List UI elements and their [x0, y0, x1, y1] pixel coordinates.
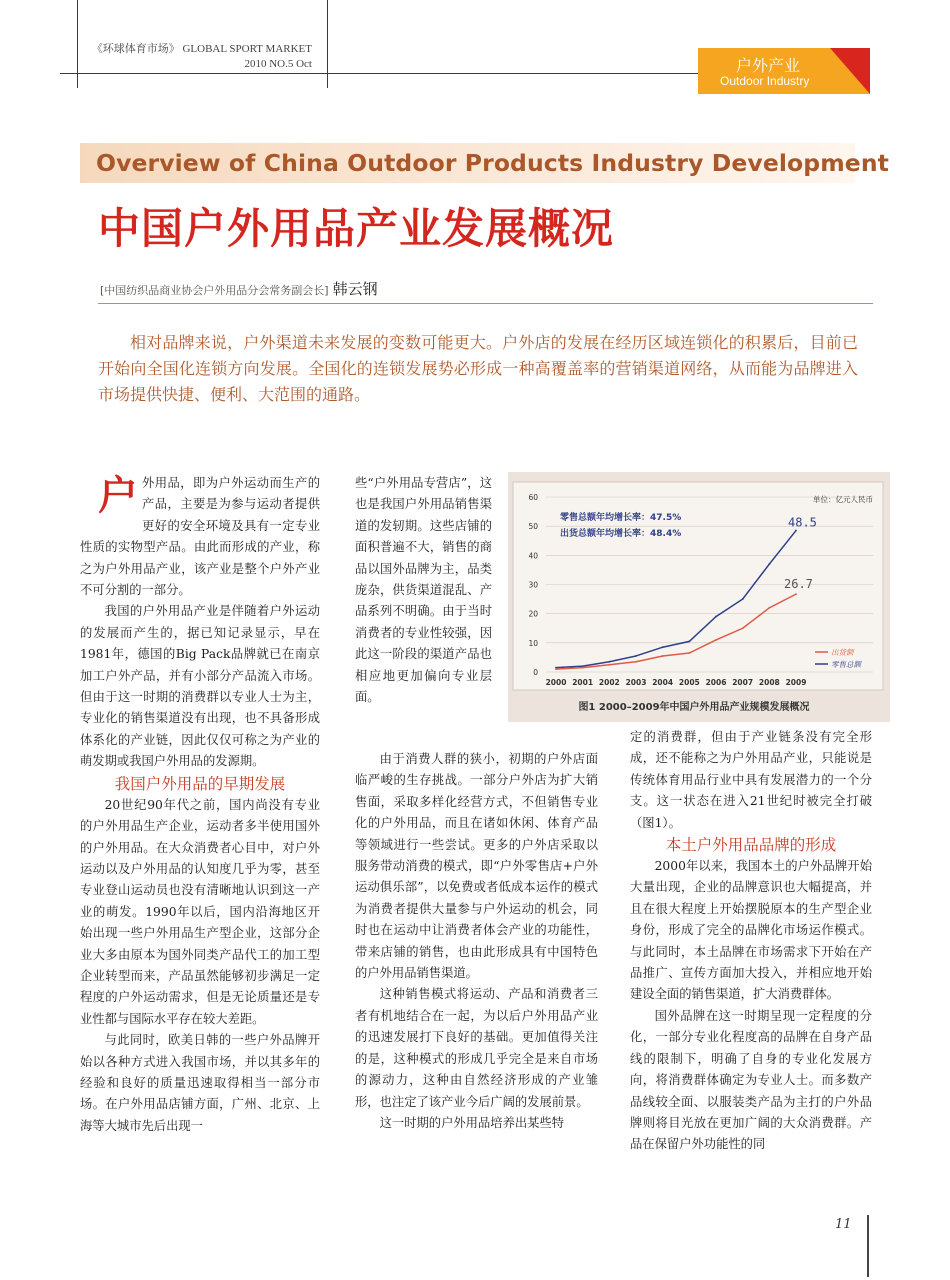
x-tick-label: 2000	[545, 678, 567, 687]
column-3	[630, 727, 872, 1156]
paragraph: 与此同时，欧美日韩的一些户外品牌开始以各种方式进入我国市场，并以其多年的经验和良好的质量迅速取得相当一部分市场。在户外用品店铺方面，广州、北京、上海等大城市先后出现一	[80, 1033, 320, 1133]
y-tick-label: 60	[528, 493, 538, 502]
data-point	[742, 627, 744, 629]
legend-label: 零售总额	[831, 660, 861, 669]
paragraph: 2000年以来，我国本土的户外品牌开始大量出现，企业的品牌意识也大幅提高，并且在很大程度上开始摆脱原本的生产型企业身份，形成了完全的品牌化市场运作模式。与此同时，本土品牌在市场需求下开始在产品推广、宣传方面加大投入，并相应地开始建设全面的销售渠道，扩大消费群体。	[630, 859, 872, 1002]
x-tick-label: 2007	[732, 678, 754, 687]
y-tick-label: 30	[528, 580, 538, 590]
data-point	[635, 655, 637, 657]
data-point	[662, 646, 664, 648]
paragraph: 20世纪90年代之前，国内尚没有专业的户外用品生产企业，运动者多半使用国外的户外用品。在大众消费者心目中，对户外运动以及户外用品的认知度几乎为零，甚至专业登山运动员也没有清晰地认识到这一产业的萌发。1990年以后，国内沿海地区开始出现一些户外用品生产型企业，这部分企业大多由原本为国外同类产品代工的加工型企业转型而来，产品虽然能够初步满足一定程度的户外运动需求，但是无论质量还是专业性都与国际水平存在较大差距。	[80, 797, 320, 1026]
x-tick-label: 2008	[758, 678, 780, 687]
x-tick-label: 2004	[652, 678, 674, 687]
author-affiliation: [中国纺织品商业协会户外用品分会常务副会长]	[100, 284, 329, 297]
y-tick-label: 10	[528, 638, 538, 648]
page-bar	[867, 1215, 869, 1277]
paragraph: 由于消费人群的狭小，初期的户外店面临严峻的生存挑战。一部分户外店为扩大销售面，采取多样化经营方式，不但销售专业化的户外用品，而且在诸如休闲、体育产品等领域进行一些尝试。更多的户外店采取以服务带动消费的模式，即“户外零售店+户外运动俱乐部”，以免费或者低成本运作的模式为消费者提供大量参与户外运动的机会，同时也在运动中让消费者体会产业的功能性，带来店铺的销售，也由此形成具有中国特色的户外用品销售渠道。	[355, 752, 598, 981]
paragraph: 这一时期的户外用品培养出某些特	[379, 1115, 565, 1130]
data-point	[795, 530, 797, 532]
section-title-en: Outdoor Industry	[720, 74, 810, 88]
y-tick-label: 50	[528, 522, 538, 532]
chart-unit: 单位：亿元人民币	[813, 495, 873, 504]
data-point	[662, 655, 664, 657]
paragraph: 这种销售模式将运动、产品和消费者三者有机地结合在一起，为以后户外用品产业的迅速发展打下良好的基础。更加值得关注的是，这种模式的形成几乎完全是来自市场的源动力，这种由自然经济形成的产业雏形，也注定了该产业今后广阔的发展前景。	[355, 987, 598, 1109]
page-number: 11	[835, 1217, 852, 1232]
data-label-retail: 48.5	[788, 515, 817, 530]
section-heading: 本土户外用品品牌的形成	[665, 836, 837, 855]
drop-cap: 户	[98, 473, 138, 519]
data-point	[555, 668, 557, 670]
y-tick-label: 40	[528, 551, 538, 561]
article-title-cn: 中国户外用品产业发展概况	[98, 204, 615, 253]
header-rule-right	[327, 0, 328, 88]
x-tick-label: 2002	[598, 678, 620, 687]
column-2-top	[355, 473, 492, 708]
line-chart	[508, 472, 890, 722]
section-tab-corner	[830, 48, 870, 94]
legend-label: 出货额	[831, 648, 854, 657]
x-tick-label: 2009	[785, 678, 807, 687]
article-title-en: Overview of China Outdoor Products Industry Development	[96, 149, 889, 177]
data-label-shipment: 26.7	[784, 577, 813, 592]
title-rule	[98, 303, 873, 304]
y-tick-label: 20	[528, 609, 538, 619]
paragraph: 我国的户外用品产业是伴随着户外运动的发展而产生的，据已知记录显示，早在1981年，德国的Big Pack品牌就已在南京加工户外产品，并有小部分产品流入市场。但由于这一时期的消费群以专业人士为主，专业化的销售渠道没有出现，也不具备形成体系化的产业链，因此仅仅可称之为产业的萌发期或我国户外用品的发源期。	[80, 604, 320, 769]
byline	[100, 278, 378, 299]
data-point	[608, 664, 610, 666]
data-point	[608, 661, 610, 663]
journal-name: 《环球体育市场》 GLOBAL SPORT MARKET	[91, 43, 312, 55]
figure-1	[508, 472, 890, 722]
x-tick-label: 2006	[705, 678, 727, 687]
paragraph: 定的消费群，但由于产业链条没有完全形成，还不能称之为户外用品产业，只能说是传统体育用品行业中具有发展潜力的一个分支。这一状态在进入21世纪时被完全打破（图1）。	[630, 730, 872, 830]
journal-issue: 2010 NO.5 Oct	[244, 58, 312, 70]
data-point	[742, 598, 744, 600]
data-point	[582, 667, 584, 669]
author-name: 韩云钢	[332, 280, 378, 298]
data-point	[715, 616, 717, 618]
paragraph: 些“户外用品专营店”，这也是我国户外用品销售渠道的发轫期。这些店铺的面积普遍不大，销售的商品以国外品牌为主，品类庞杂，供货渠道混乱、产品系列不明确。由于当时消费者的专业性较强，因此这一阶段的渠道产品也相应地更加偏向专业层面。	[355, 476, 492, 705]
data-point	[635, 661, 637, 663]
abstract: 相对品牌来说，户外渠道未来发展的变数可能更大。户外店的发展在经历区域连锁化的积累后，目前已开始向全国化连锁方向发展。全国化的连锁发展势必形成一种高覆盖率的营销渠道网络，从而能为品牌进入市场提供快捷、便利、大范围的通路。	[98, 333, 858, 404]
x-tick-label: 2003	[625, 678, 647, 687]
journal-info	[60, 42, 312, 72]
column-2-bottom	[355, 749, 598, 1134]
x-tick-label: 2001	[572, 678, 594, 687]
y-tick-label: 0	[533, 668, 538, 677]
chart-annotation-shipment: 出货总额年均增长率：48.4%	[560, 529, 682, 539]
x-tick-label: 2005	[678, 678, 700, 687]
column-1	[80, 473, 320, 1137]
data-point	[795, 593, 797, 595]
chart-title: 图1 2000–2009年中国户外用品产业规模发展概况	[578, 702, 810, 713]
data-point	[715, 639, 717, 641]
paragraph: 国外品牌在这一时期呈现一定程度的分化，一部分专业化程度高的品牌在自身产品线的限制下，明确了自身的专业化发展方向，将消费群体确定为专业人士。而多数产品线较全面、以服装类产品为主打的户外品牌则将目光放在更加广阔的大众消费群。产品在保留户外功能性的同	[630, 1008, 872, 1152]
data-point	[768, 563, 770, 565]
data-point	[768, 607, 770, 609]
paragraph-text: 外用品，即为户外运动而生产的产品，主要是为参与运动者提供更好的安全环境及具有一定专业性质的实物型产品。由此而形成的产业，称之为户外用品产业，该产业是整个户外产业不可分割的一部分。	[80, 476, 320, 598]
section-title-cn: 户外产业	[736, 56, 801, 75]
chart-annotation-retail: 零售总额年均增长率：47.5%	[560, 513, 682, 523]
data-point	[688, 640, 690, 642]
section-heading: 我国户外用品的早期发展	[114, 774, 286, 793]
paragraph	[80, 473, 320, 601]
data-point	[688, 652, 690, 654]
